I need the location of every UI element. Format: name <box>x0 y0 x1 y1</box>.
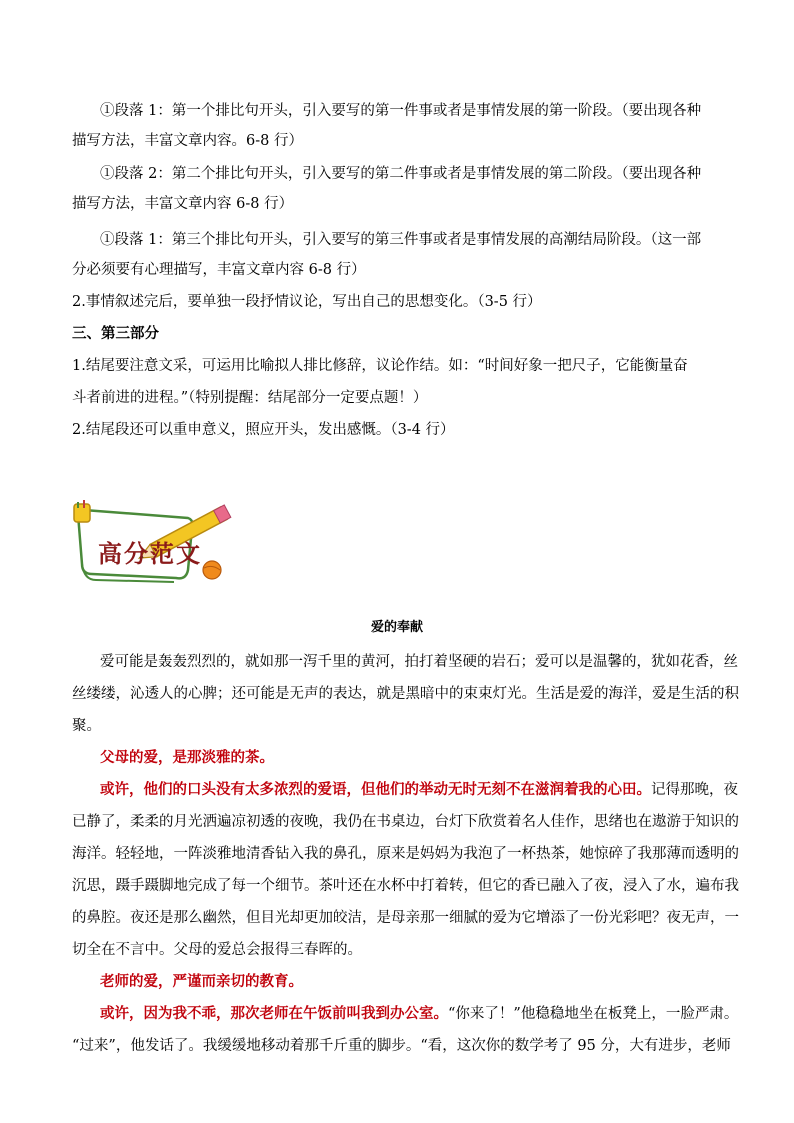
section-3-item1-line1: 1.结尾要注意文采，可运用比喻拟人排比修辞，议论作结。如：“时间好象一把尺子，它能衡量奋 <box>72 358 688 374</box>
teacher-para-line2: “过来”，他发话了。我缓缓地移动着那千斤重的脚步。“看，这次你的数学考了 95 分，大有进步，老师 <box>72 1038 731 1054</box>
teacher-para-lead: 或许，因为我不乖，那次老师在午饭前叫我到办公室。 <box>100 1006 448 1022</box>
teacher-para-line1-rest: “你来了！”他稳稳地坐在板凳上，一脸严肃。 <box>448 1006 739 1022</box>
para1-line1: ①段落 1：第一个排比句开头，引入要写的第一件事或者是事情发展的第一阶段。（要出现各种 <box>100 103 702 119</box>
para3-line1: ①段落 1：第三个排比句开头，引入要写的第三件事或者是事情发展的高潮结局阶段。（这一部 <box>100 232 702 248</box>
parents-para-line3: 海洋。轻轻地，一阵淡雅地清香钻入我的鼻孔，原来是妈妈为我泡了一杯热茶，她惊碎了我那薄而透明的 <box>72 846 739 862</box>
para2-line1: ①段落 2：第二个排比句开头，引入要写的第二件事或者是事情发展的第二阶段。（要出现各种 <box>100 166 702 182</box>
intro-line2: 丝缕缕，沁透人的心脾；还可能是无声的表达，就是黑暗中的束束灯光。生活是爱的海洋，爱是生活的积 <box>72 686 739 702</box>
section-3-item2: 2.结尾段还可以重申意义，照应开头，发出感慨。（3-4 行） <box>72 422 455 438</box>
para2-line2: 描写方法，丰富文章内容 6-8 行） <box>72 196 294 212</box>
parents-para-line6: 切全在不言中。父母的爱总会报得三春晖的。 <box>72 942 362 958</box>
high-score-essay-logo <box>70 500 240 592</box>
section-3-heading: 三、第三部分 <box>72 326 159 342</box>
instruction-item-2: 2.事情叙述完后，要单独一段抒情议论，写出自己的思想变化。（3-5 行） <box>72 294 542 310</box>
parents-para-line1 <box>100 780 738 800</box>
section-heading-parents: 父母的爱，是那淡雅的茶。 <box>100 750 274 766</box>
essay-title: 爱的奉献 <box>370 620 423 635</box>
para3-line2: 分必须要有心理描写，丰富文章内容 6-8 行） <box>72 262 366 278</box>
intro-line1: 爱可能是轰轰烈烈的，就如那一泻千里的黄河，拍打着坚硬的岩石；爱可以是温馨的，犹如花香，丝 <box>100 654 738 670</box>
section-heading-teacher: 老师的爱，严谨而亲切的教育。 <box>100 974 303 990</box>
parents-para-lead: 或许，他们的口头没有太多浓烈的爱语，但他们的举动无时无刻不在滋润着我的心田。 <box>100 782 651 798</box>
intro-line3: 聚。 <box>72 718 101 734</box>
parents-para-line4: 沉思，蹑手蹑脚地完成了每一个细节。茶叶还在水杯中打着转，但它的香已融入了夜，浸入了水，遍布我 <box>72 878 739 894</box>
parents-para-line5: 的鼻腔。夜还是那么幽然，但目光却更加皎洁，是母亲那一细腻的爱为它增添了一份光彩吧？夜无声，一 <box>72 910 739 926</box>
parents-para-line1-rest: 记得那晚，夜 <box>651 782 738 798</box>
logo-text: 高分范文 <box>98 539 202 568</box>
parents-para-line2: 已静了，柔柔的月光洒遍凉初透的夜晚，我仍在书桌边，台灯下欣赏着名人佳作，思绪也在遨游于知识的 <box>72 814 739 830</box>
para1-line2: 描写方法，丰富文章内容。6-8 行） <box>72 133 303 149</box>
section-3-item1-line2: 斗者前进的进程。”（特别提醒：结尾部分一定要点题！） <box>72 390 428 406</box>
teacher-para-line1 <box>100 1004 738 1024</box>
